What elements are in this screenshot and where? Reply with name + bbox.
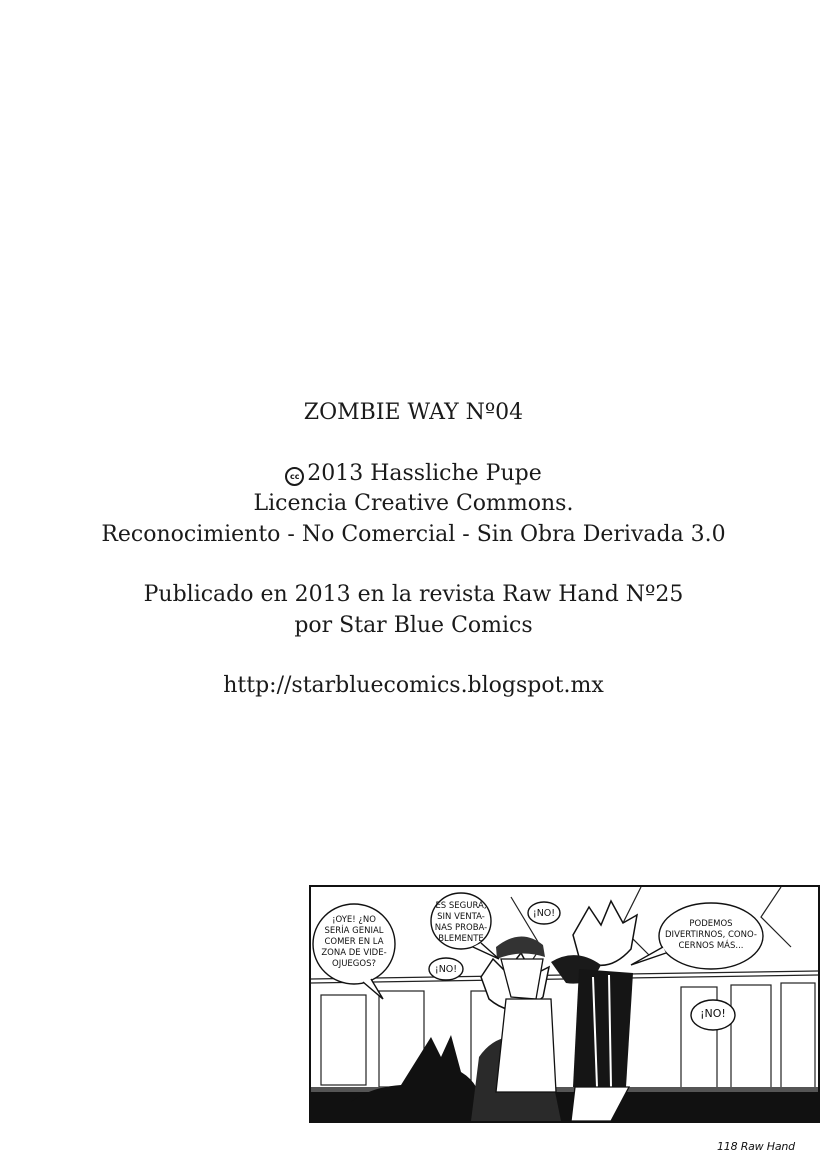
license-line: Licencia Creative Commons. [253, 491, 574, 516]
comic-panel [309, 885, 820, 1123]
publication-line-1: Publicado en 2013 en la revista Raw Hand Nº25 [143, 582, 684, 607]
speech-bubble-3: ¡NO! [532, 908, 556, 919]
speech-bubble-1: ¡OYE! ¿NO SERÍA GENIAL COMER EN LA ZONA DE VIDE- OJUEGOS? [321, 915, 387, 969]
page-number-label: 118 Raw Hand [717, 1140, 795, 1153]
credits-block [0, 398, 827, 702]
copyright-line [0, 459, 827, 490]
publication-line-2: por Star Blue Comics [294, 612, 533, 638]
license-terms: Reconocimiento - No Comercial - Sin Obra Derivada 3.0 [101, 521, 726, 547]
speech-bubble-6: ¡NO! [700, 1007, 726, 1020]
comic-title: ZOMBIE WAY Nº04 [303, 400, 524, 425]
speech-bubble-5: PODEMOS DIVERTIRNOS, CONO- CERNOS MÁS... [665, 919, 757, 951]
creative-commons-icon: cc [285, 467, 304, 486]
website-link[interactable]: http://starbluecomics.blogspot.mx [223, 673, 604, 698]
speech-bubble-2: ES SEGURA, SIN VENTA- NAS PROBA- BLEMENTE [434, 901, 488, 944]
speech-bubble-4: ¡NO! [434, 964, 458, 975]
copyright-text: 2013 Hassliche Pupe [307, 460, 542, 486]
